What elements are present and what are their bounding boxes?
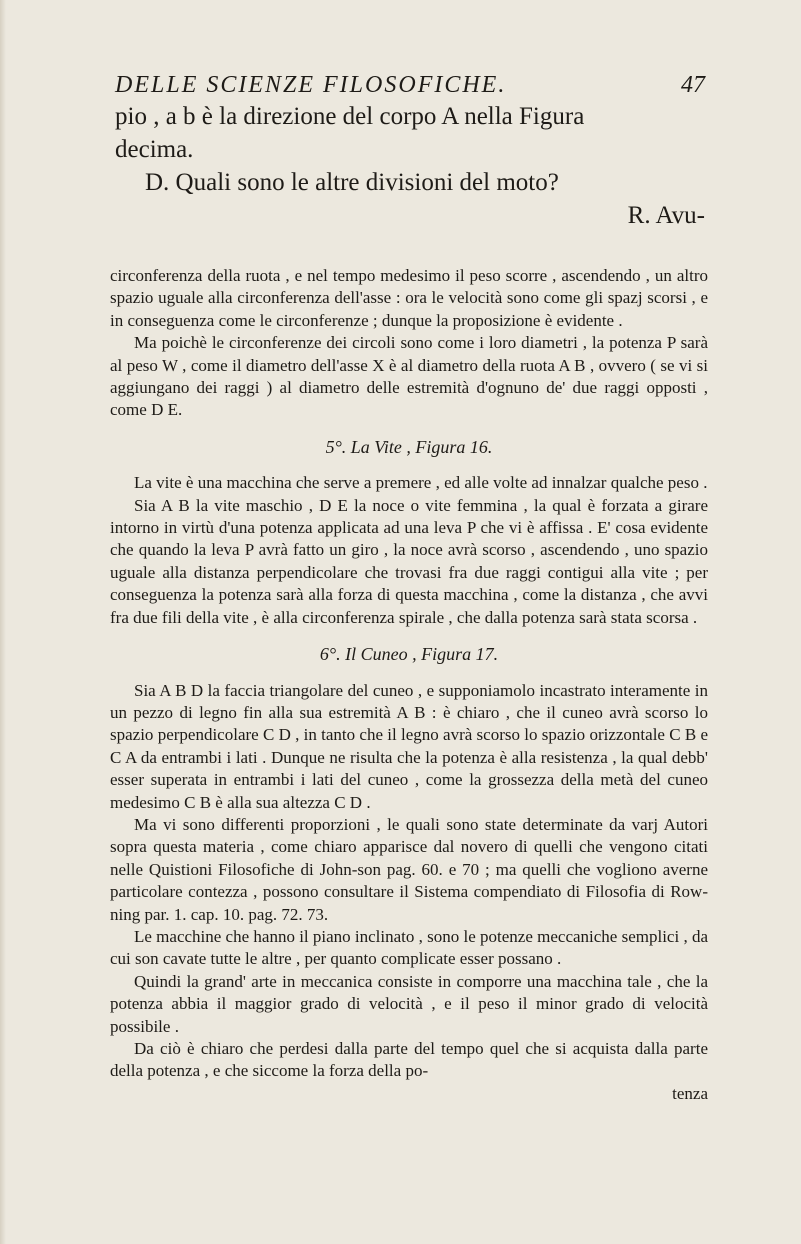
section-heading-5: 5°. La Vite , Figura 16. [325, 436, 493, 457]
paragraph-1: circonferenza della ruota , e nel tempo medesimo il peso scorre , ascendendo , un altro spazio uguale alla circonferenza dell'asse : ora le velocità sono come gli spazj scorsi , e in conseguenza come le circonferenze ; dunque la proposizione è evidente . [110, 266, 708, 330]
paragraph-9: Da ciò è chiaro che perdesi dalla parte del tempo quel che si acquista dalla parte della potenza , e che siccome la forza della po- [110, 1039, 708, 1081]
section-heading-6: 6°. Il Cuneo , Figura 17. [319, 644, 499, 665]
paragraph-3: La vite è una macchina che serve a premere , ed alle volte ad innalzar qualche peso . [134, 473, 708, 493]
paragraph-8: Quindi la grand' arte in meccanica consiste in comporre una macchina tale , che la potenza abbia il maggior grado di velocità , e il peso il minor grado di velocità possibile . [110, 971, 708, 1036]
running-head: DELLE SCIENZE FILOSOFICHE. [115, 72, 507, 98]
bottom-catchword: tenza [672, 1083, 708, 1103]
paragraph-5: Sia A B D la faccia triangolare del cuneo , e supponiamolo incastrato interamente in un pezzo di legno fin alla sua estremità A B : è chiaro , che il cuneo avrà scorso lo spazio perpendicolare C D , in tanto che il legno avrà scorso lo spazio orizzontale C B e C A da entrambi i lati . Dunque ne risulta che la potenza è alla resistenza , la qual debb' esser superata in entrambi i lati del cuneo , come la grossezza della metà del cuneo medesimo C B è alla sua altezza C D . [110, 680, 708, 812]
top-line-1: pio , a b è la direzione del corpo A nella Figura [115, 103, 585, 130]
paragraph-7: Le macchine che hanno il piano inclinato , sono le potenze meccaniche semplici , da cui son cavate tutte le altre , per quanto complicate esser possano . [110, 926, 708, 969]
top-block [115, 100, 705, 232]
top-line-2: decima. [115, 136, 194, 163]
paragraph-6: Ma vi sono differenti proporzioni , le quali sono state determinate da varj Autori sopra questa materia , come chiaro apparisce dal novero di quelli che vengono citati nelle Quistioni Filosofiche di John-son pag. 60. e 70 ; ma quelli che vogliono averne particolare contezza , possono consultare il Sistema compendiato di Filosofia di Row-ning par. 1. cap. 10. pag. 72. 73. [110, 814, 708, 924]
paragraph-4: Sia A B la vite maschio , D E la noce o vite femmina , la qual è forzata a girare intorno in virtù d'una potenza applicata ad una leva P che vi è affissa . E' cosa evidente che quando la leva P avrà fatto un giro , la noce avrà scorso , ascendendo , uno spazio uguale alla distanza perpendicolare che trovasi fra due raggi contigui alla vite ; per conseguenza la potenza sarà alla forza di questa macchina , come la distanza , che avvi fra due fili della vite , è alla circonferenza spirale , che dalla potenza sarà stata scorsa . [110, 495, 708, 627]
page-edge-shadow [0, 0, 6, 1244]
body-text [110, 265, 708, 1105]
top-catchword: R. Avu- [627, 202, 705, 229]
paragraph-2: Ma poichè le circonferenze dei circoli sono come i loro diametri , la potenza P sarà al peso W , come il diametro dell'asse X è al diametro della ruota A B , ovvero ( se vi si aggiungano dei raggi ) al diametro delle estremità d'ognuno de' due raggi opposti , come D E. [110, 333, 708, 420]
page-number: 47 [681, 72, 705, 98]
question-line: D. Quali sono le altre divisioni del moto? [145, 169, 559, 196]
